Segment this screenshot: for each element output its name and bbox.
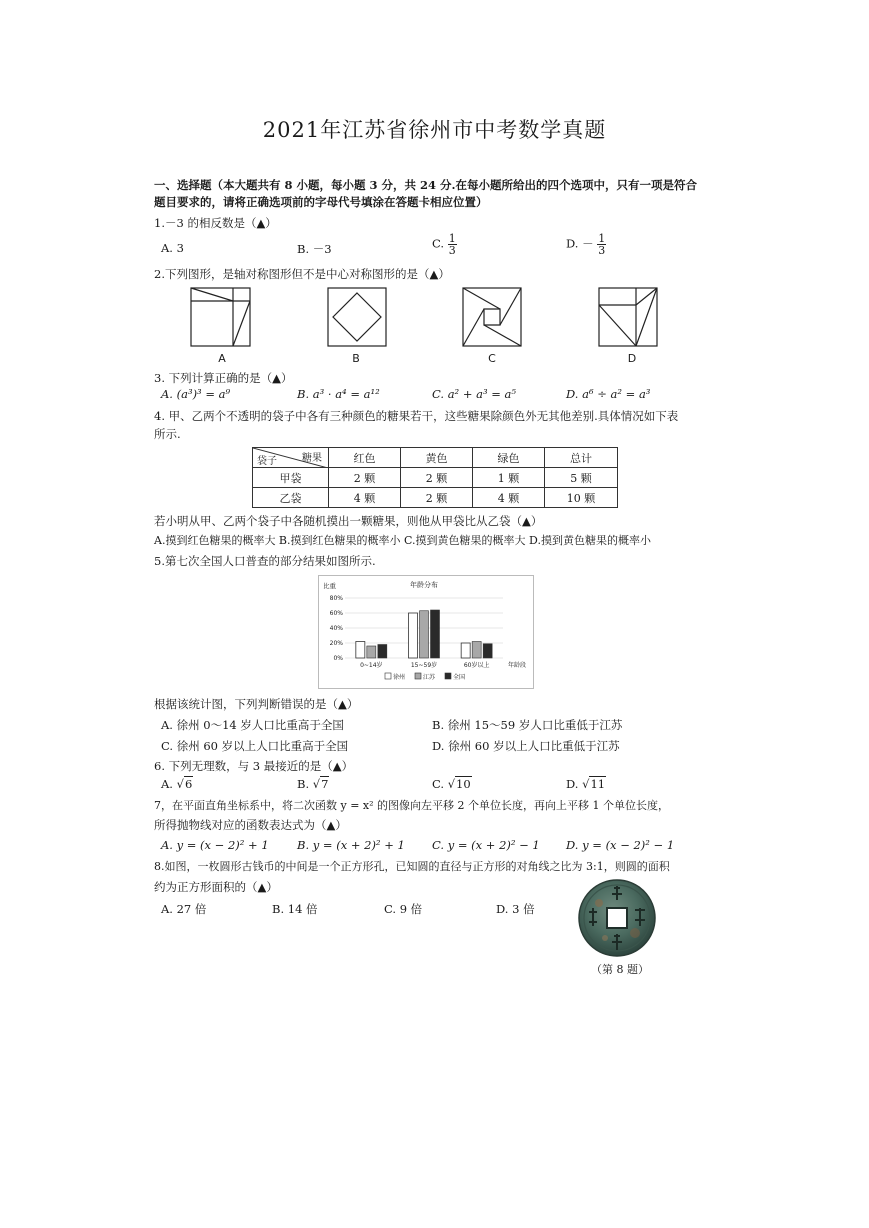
q8-stem-line2: 约为正方形面积的（▲） xyxy=(154,880,278,894)
q2-figure-d xyxy=(598,287,662,349)
chart-xtick-label: 0~14岁 xyxy=(360,662,383,669)
chart-bar xyxy=(461,643,470,658)
chart-xlabel: 年龄段 xyxy=(507,662,527,669)
q1-c-fraction: $\frac{1}{3}$ xyxy=(448,232,456,257)
chart-legend-label: 江苏 xyxy=(423,674,436,681)
chart-bar xyxy=(367,646,376,658)
chart-legend-label: 全国 xyxy=(453,674,466,681)
q6-stem: 6. 下列无理数，与 3 最接近的是（▲） xyxy=(154,759,354,773)
q1-option-b: B. －3 xyxy=(297,242,332,256)
chart-legend-swatch xyxy=(415,673,421,679)
chart-bar xyxy=(356,642,365,659)
population-chart xyxy=(319,576,533,688)
q1-stem: 1.－3 的相反数是（▲） xyxy=(154,216,277,230)
q1-d-fraction: $\frac{1}{3}$ xyxy=(598,232,606,257)
q6-option-a: A. √6 xyxy=(161,777,193,791)
q8-stem: 8.如图，一枚圆形古钱币的中间是一个正方形孔，已知圆的直径与正方形的对角线之比为 3:1，则圆的面积 xyxy=(154,860,670,873)
ancient-coin-image xyxy=(577,878,657,958)
q7-option-d: D. y = (x − 2)² − 1 xyxy=(566,838,675,852)
q6-option-d: D. √11 xyxy=(566,777,606,791)
chart-bar xyxy=(378,645,387,659)
q7-option-c: C. y = (x + 2)² − 1 xyxy=(432,838,540,852)
q2-stem: 2.下列图形，是轴对称图形但不是中心对称图形的是（▲） xyxy=(154,267,450,281)
q7-option-a: A. y = (x − 2)² + 1 xyxy=(161,838,269,852)
q3-option-c: C. a² + a³ = a⁵ xyxy=(432,387,516,401)
q7-option-b: B. y = (x + 2)² + 1 xyxy=(297,838,405,852)
chart-bar xyxy=(420,611,429,658)
chart-ylabel: 比重 xyxy=(323,582,336,590)
chart-bar xyxy=(483,644,492,658)
table-corner: 糖果 袋子 xyxy=(253,448,329,468)
chart-xtick-label: 60岁以上 xyxy=(463,662,490,669)
q3-option-d: D. a⁶ ÷ a² = a³ xyxy=(566,387,651,401)
table-header: 绿色 xyxy=(473,448,545,468)
q4-question: 若小明从甲、乙两个袋子中各随机摸出一颗糖果，则他从甲袋比从乙袋（▲） xyxy=(154,514,543,528)
q8-figure-caption: （第 8 题） xyxy=(591,963,649,976)
q6-option-b: B. √7 xyxy=(297,777,329,791)
q7-stem: 7，在平面直角坐标系中，将二次函数 y = x² 的图像向左平移 2 个单位长度，再向上平移 1 个单位长度， xyxy=(154,799,670,812)
q5-option-c: C. 徐州 60 岁以上人口比重高于全国 xyxy=(161,739,349,753)
chart-bar xyxy=(409,613,418,658)
q8-option-c: C. 9 倍 xyxy=(384,902,423,916)
q5-question: 根据该统计图，下列判断错误的是（▲） xyxy=(154,697,359,711)
q1-option-c: C. $\frac{1}{3}$ xyxy=(432,232,456,257)
q6-option-c: C. √10 xyxy=(432,777,471,791)
q5-option-b: B. 徐州 15～59 岁人口比重低于江苏 xyxy=(432,718,623,732)
chart-xtick-label: 15~59岁 xyxy=(410,662,438,669)
chart-bar xyxy=(431,610,440,658)
q2-label-a: A xyxy=(218,352,226,365)
candy-table xyxy=(252,447,618,508)
q3-option-a: A. (a³)³ = a⁹ xyxy=(161,387,231,401)
q3-stem: 3. 下列计算正确的是（▲） xyxy=(154,371,293,385)
table-header: 红色 xyxy=(329,448,401,468)
table-header: 黄色 xyxy=(401,448,473,468)
chart-legend-label: 徐州 xyxy=(393,674,406,681)
q2-label-d: D xyxy=(627,352,637,365)
chart-ytick-label: 0% xyxy=(333,655,343,662)
page-title: 2021年江苏省徐州市中考数学真题 xyxy=(262,118,607,142)
table-row: 甲袋 2 颗 2 颗 1 颗 5 颗 xyxy=(253,468,618,488)
chart-ytick-label: 60% xyxy=(329,610,343,617)
chart-ytick-label: 20% xyxy=(329,640,343,647)
q1-option-a: A. 3 xyxy=(161,241,184,255)
q2-figure-a xyxy=(190,287,254,349)
population-chart-frame xyxy=(318,575,534,689)
q2-label-c: C xyxy=(488,352,496,365)
q5-stem: 5.第七次全国人口普查的部分结果如图所示. xyxy=(154,554,376,568)
chart-legend-swatch xyxy=(385,673,391,679)
q4-stem-line2: 所示. xyxy=(154,427,181,441)
q5-option-a: A. 徐州 0～14 岁人口比重高于全国 xyxy=(161,718,344,732)
chart-ytick-label: 40% xyxy=(329,625,343,632)
q4-options: A.摸到红色糖果的概率大 B.摸到红色糖果的概率小 C.摸到黄色糖果的概率大 D.摸到黄色糖果的概率小 xyxy=(154,534,651,547)
q4-stem: 4. 甲、乙两个不透明的袋子中各有三种颜色的糖果若干，这些糖果除颜色外无其他差别.具体情况如下表 xyxy=(154,409,679,423)
chart-bar xyxy=(472,642,481,659)
table-header: 总计 xyxy=(545,448,618,468)
section-heading-line2: 题目要求的，请将正确选项前的字母代号填涂在答题卡相应位置） xyxy=(154,195,488,209)
q2-figure-c xyxy=(462,287,526,349)
q2-figure-b xyxy=(327,287,391,349)
q8-option-b: B. 14 倍 xyxy=(272,902,318,916)
q3-option-b: B. a³ · a⁴ = a¹² xyxy=(297,387,380,401)
q2-label-b: B xyxy=(352,352,360,365)
table-row: 乙袋 4 颗 2 颗 4 颗 10 颗 xyxy=(253,488,618,508)
section-heading: 一、选择题（本大题共有 8 小题，每小题 3 分，共 24 分.在每小题所给出的四个选项中，只有一项是符合 xyxy=(154,178,698,192)
q8-option-d: D. 3 倍 xyxy=(496,902,535,916)
q5-option-d: D. 徐州 60 岁以上人口比重低于江苏 xyxy=(432,739,620,753)
q8-option-a: A. 27 倍 xyxy=(161,902,207,916)
q1-option-d: D. － $\frac{1}{3}$ xyxy=(566,232,606,257)
q7-stem-line2: 所得抛物线对应的函数表达式为（▲） xyxy=(154,818,347,832)
chart-title: 年龄分布 xyxy=(410,581,438,589)
chart-legend-swatch xyxy=(445,673,451,679)
chart-ytick-label: 80% xyxy=(329,595,343,602)
